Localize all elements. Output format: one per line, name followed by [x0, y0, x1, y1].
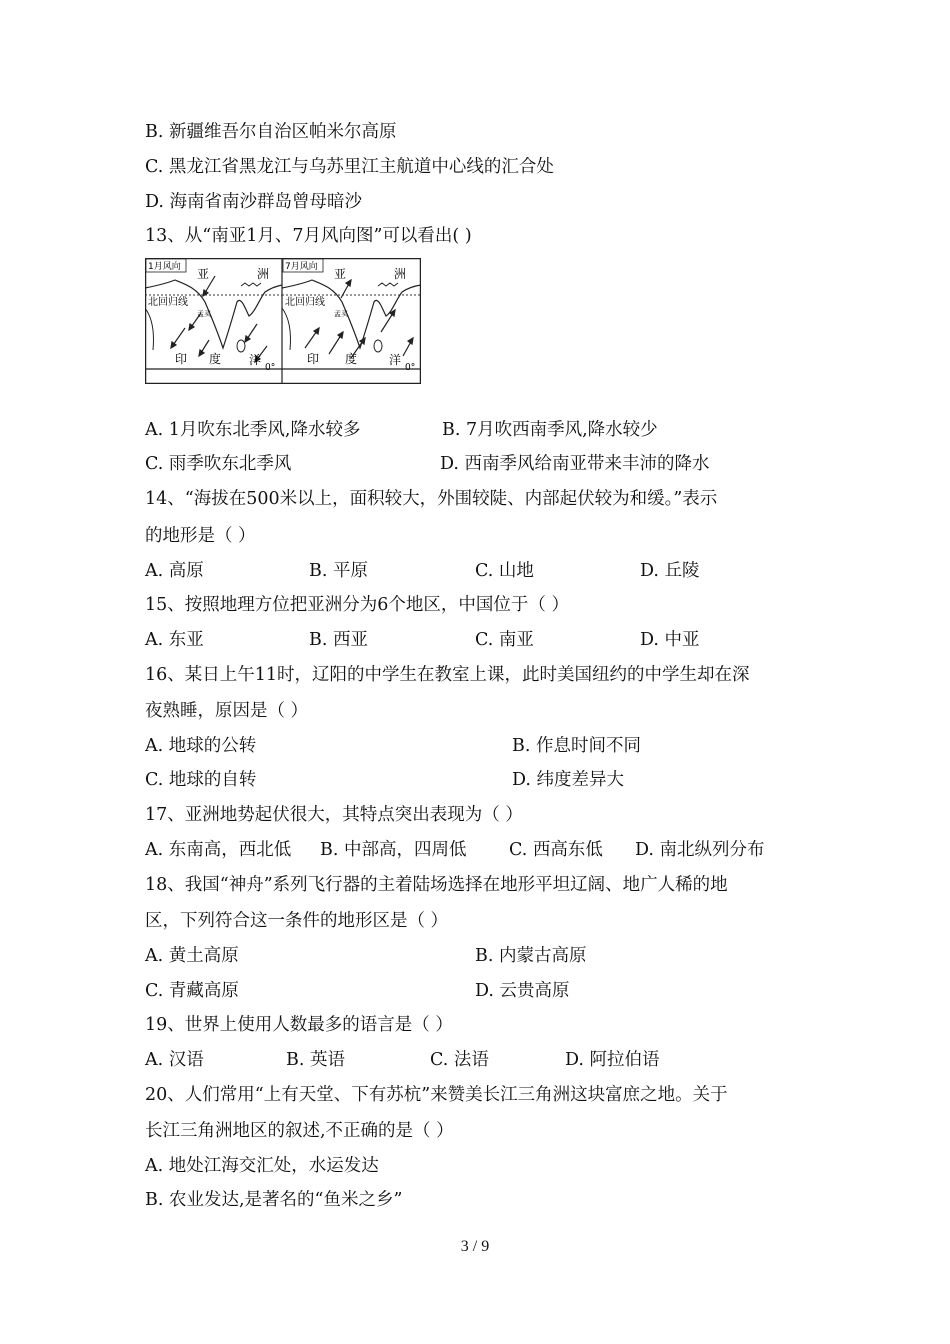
jan-tropic-label: 北回归线 — [148, 297, 188, 308]
jan-ocean-yin: 印 — [175, 352, 188, 366]
q15-option-b: B. 西亚 — [309, 630, 368, 650]
q14-option-b: B. 平原 — [309, 561, 368, 581]
q19-option-b: B. 英语 — [286, 1050, 345, 1070]
q13-option-b: B. 7月吹西南季风,降水较少 — [442, 420, 658, 440]
jan-title: 1月风向 — [148, 262, 181, 272]
q14-option-d: D. 丘陵 — [640, 561, 700, 581]
q13-option-d: D. 西南季风给南亚带来丰沛的降水 — [440, 454, 710, 474]
q18-option-a: A. 黄土高原 — [145, 946, 239, 966]
q14-stem-line1: 14、“海拔在500米以上，面积较大，外围较陡、内部起伏较为和缓。”表示 — [145, 489, 718, 509]
south-asia-wind-map-figure — [145, 258, 421, 384]
q18-option-b: B. 内蒙古高原 — [475, 946, 587, 966]
q15-option-d: D. 中亚 — [640, 630, 700, 650]
page-number: 3 / 9 — [460, 1238, 490, 1255]
q20-stem-line1: 20、人们常用“上有天堂、下有苏杭”来赞美长江三角洲这块富庶之地。关于 — [145, 1085, 728, 1105]
q16-option-d: D. 纬度差异大 — [512, 770, 625, 790]
q13-option-a: A. 1月吹东北季风,降水较多 — [145, 420, 361, 440]
jan-ocean-du: 度 — [209, 352, 222, 366]
q13-stem: 13、从“南亚1月、7月风向图”可以看出( ) — [145, 226, 472, 246]
jul-equator-label: 0° — [405, 363, 416, 373]
q15-stem: 15、按照地理方位把亚洲分为6个地区，中国位于（ ） — [145, 595, 569, 615]
q19-option-c: C. 法语 — [430, 1050, 489, 1070]
jul-ocean-yin: 印 — [307, 352, 320, 366]
jan-ocean-yang: 洋 — [249, 353, 262, 367]
q12-option-b: B. 新疆维吾尔自治区帕米尔高原 — [145, 122, 397, 142]
jul-ocean-yang: 洋 — [389, 353, 402, 367]
q19-stem: 19、世界上使用人数最多的语言是（ ） — [145, 1015, 453, 1035]
q19-option-d: D. 阿拉伯语 — [565, 1050, 660, 1070]
jan-city-label: 孟买 — [197, 310, 211, 318]
q16-option-b: B. 作息时间不同 — [512, 736, 641, 756]
q16-option-c: C. 地球的自转 — [145, 770, 257, 790]
jul-tropic-label: 北回归线 — [285, 297, 325, 308]
q18-option-c: C. 青藏高原 — [145, 981, 239, 1001]
q12-option-d: D. 海南省南沙群岛曾母暗沙 — [145, 192, 363, 212]
jul-asia-ya: 亚 — [334, 267, 347, 281]
q15-option-c: C. 南亚 — [475, 630, 534, 650]
jan-asia-ya: 亚 — [197, 267, 210, 281]
q12-option-c: C. 黑龙江省黑龙江与乌苏里江主航道中心线的汇合处 — [145, 157, 554, 177]
q17-option-a: A. 东南高，西北低 — [145, 840, 292, 860]
q17-option-c: C. 西高东低 — [509, 840, 603, 860]
q16-option-a: A. 地球的公转 — [145, 736, 257, 756]
q15-option-a: A. 东亚 — [145, 630, 204, 650]
q14-option-a: A. 高原 — [145, 561, 204, 581]
q17-option-b: B. 中部高，四周低 — [320, 840, 467, 860]
q18-stem-line1: 18、我国“神舟”系列飞行器的主着陆场选择在地形平坦辽阔、地广人稀的地 — [145, 875, 728, 895]
jan-equator-label: 0° — [265, 363, 276, 373]
jan-asia-zhou: 洲 — [257, 267, 270, 281]
q17-stem: 17、亚洲地势起伏很大，其特点突出表现为（ ） — [145, 805, 523, 825]
q14-stem-line2: 的地形是（ ） — [145, 526, 256, 546]
q14-option-c: C. 山地 — [475, 561, 534, 581]
q18-option-d: D. 云贵高原 — [475, 981, 570, 1001]
q16-stem-line2: 夜熟睡，原因是（ ） — [145, 701, 309, 721]
q18-stem-line2: 区，下列符合这一条件的地形区是（ ） — [145, 911, 449, 931]
jul-city-label: 孟买 — [334, 310, 348, 318]
q16-stem-line1: 16、某日上午11时，辽阳的中学生在教室上课，此时美国纽约的中学生却在深 — [145, 665, 750, 685]
q13-option-c: C. 雨季吹东北季风 — [145, 454, 292, 474]
jul-ocean-du: 度 — [345, 352, 358, 366]
q20-stem-line2: 长江三角洲地区的叙述,不正确的是（ ） — [145, 1121, 454, 1141]
q19-option-a: A. 汉语 — [145, 1050, 204, 1070]
q20-option-b: B. 农业发达,是著名的“鱼米之乡” — [145, 1190, 403, 1210]
jul-title: 7月风向 — [285, 262, 318, 272]
q20-option-a: A. 地处江海交汇处，水运发达 — [145, 1156, 379, 1176]
q17-option-d: D. 南北纵列分布 — [635, 840, 765, 860]
jul-asia-zhou: 洲 — [394, 267, 407, 281]
